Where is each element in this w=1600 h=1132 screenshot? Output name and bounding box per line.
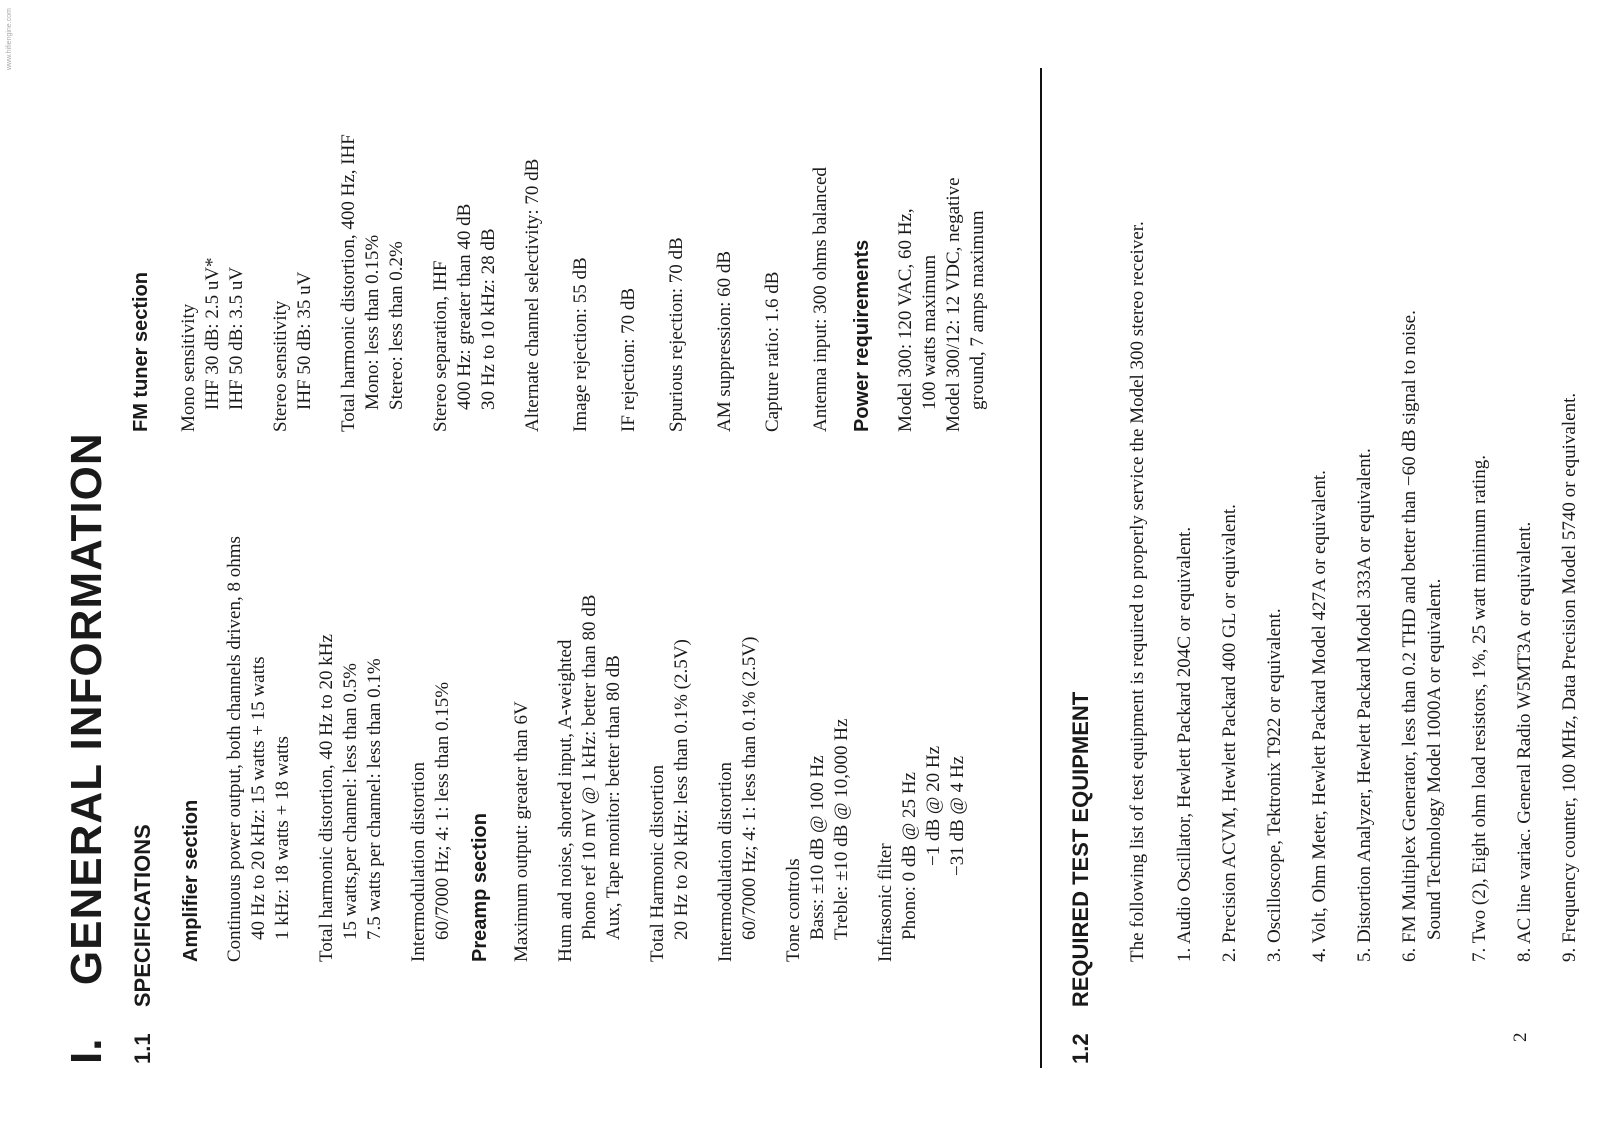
preamp-hum-title: Hum and noise, shorted input, A-weighted xyxy=(555,639,576,962)
power-line-model300: Model 300: 120 VAC, 60 Hz, xyxy=(895,208,916,432)
preamp-thd-value: 20 Hz to 20 kHz: less than 0.1% (2.5V) xyxy=(671,639,692,940)
amp-power-range: 40 Hz to 20 kHz: 15 watts + 15 watts xyxy=(248,656,269,940)
fm-alt-selectivity: Alternate channel selectivity: 70 dB xyxy=(522,158,543,432)
preamp-heading: Preamp section xyxy=(469,813,491,962)
chapter-title: GENERAL INFORMATION xyxy=(62,432,111,986)
fm-sep-title: Stereo separation, IHF xyxy=(430,260,451,432)
preamp-imd-value: 60/7000 Hz; 4: 1: less than 0.1% (2.5V) xyxy=(739,636,760,940)
section-1-2-number: 1.2 xyxy=(1068,1033,1093,1064)
preamp-infrasonic-20hz: −1 dB @ 20 Hz xyxy=(923,745,944,866)
fm-stereo-50db: IHF 50 dB: 35 uV xyxy=(294,271,315,410)
fm-mono-30db: IHF 30 dB: 2.5 uV* xyxy=(202,257,223,410)
amp-imd-value: 60/7000 Hz; 4: 1: less than 0.15% xyxy=(432,681,453,940)
section-1-1-heading xyxy=(130,824,156,1064)
power-heading: Power requirements xyxy=(851,239,873,432)
equipment-item-9: 9. Frequency counter, 100 MHz, Data Precision Model 5740 or equivalent. xyxy=(1559,392,1580,962)
preamp-imd-title: Intermodulation distortion xyxy=(715,761,736,962)
section-1-2-heading xyxy=(1068,692,1094,1064)
chapter-heading xyxy=(62,432,112,1064)
fm-thd-stereo: Stereo: less than 0.2% xyxy=(386,241,407,410)
fm-thd-title: Total harmonic distortion, 400 Hz, IHF xyxy=(338,134,359,432)
amp-thd-title: Total harmonic distortion, 40 Hz to 20 kHz xyxy=(316,634,337,962)
fm-spurious-rejection: Spurious rejection: 70 dB xyxy=(666,237,687,432)
fm-stereo-title: Stereo sensitivity xyxy=(270,300,291,432)
section-1-2-title: REQUIRED TEST EQUIPMENT xyxy=(1068,691,1093,1008)
amp-power-title: Continuous power output, both channels driven, 8 ohms xyxy=(224,536,245,962)
amp-imd-title: Intermodulation distortion xyxy=(408,761,429,962)
fm-sep-400hz: 400 Hz: greater than 40 dB xyxy=(454,203,475,410)
equipment-item-8: 8. AC line variac. General Radio W5MT3A or equivalent. xyxy=(1514,521,1535,962)
power-line-100w: 100 watts maximum xyxy=(919,254,940,410)
fm-heading: FM tuner section xyxy=(130,271,152,432)
section-1-1-number: 1.1 xyxy=(130,1033,155,1064)
preamp-infrasonic-4hz: −31 dB @ 4 Hz xyxy=(947,755,968,876)
section-1-1-title: SPECIFICATIONS xyxy=(130,824,155,1008)
equipment-item-1: 1. Audio Oscillator, Hewlett Packard 204C or equivalent. xyxy=(1174,526,1195,962)
preamp-tone-bass: Bass: ±10 dB @ 100 Hz xyxy=(807,755,828,940)
preamp-infrasonic-title: Infrasonic filter xyxy=(875,843,896,962)
equipment-item-6-cont: Sound Technology Model 1000A or equivalent. xyxy=(1424,578,1445,940)
power-line-model300-12: Model 300/12: 12 VDC, negative xyxy=(943,177,964,432)
test-equipment-list xyxy=(1172,310,1582,962)
preamp-infrasonic-phono: Phono: 0 dB @ 25 Hz xyxy=(899,772,920,940)
fm-antenna-input: Antenna input: 300 ohms balanced xyxy=(810,167,831,432)
watermark: www.hifiengine.com xyxy=(6,8,13,70)
section-divider xyxy=(1040,68,1042,1068)
equipment-item-5: 5. Distortion Analyzer, Hewlett Packard Model 333A or equivalent. xyxy=(1354,448,1375,962)
fm-mono-50db: IHF 50 dB: 3.5 uV xyxy=(226,266,247,410)
amplifier-column xyxy=(180,536,970,962)
preamp-thd-title: Total Harmonic distortion xyxy=(647,764,668,962)
fm-thd-mono: Mono: less than 0.15% xyxy=(362,234,383,410)
fm-image-rejection: Image rejection: 55 dB xyxy=(570,257,591,432)
fm-mono-title: Mono sensitivity xyxy=(178,303,199,432)
preamp-tone-treble: Treble: ±10 dB @ 10,000 Hz xyxy=(831,718,852,940)
preamp-hum-aux: Aux, Tape monitor: better than 80 dB xyxy=(603,655,624,940)
amp-power-1khz: 1 kHz: 18 watts + 18 watts xyxy=(272,736,293,940)
fm-am-suppression: AM suppression: 60 dB xyxy=(714,250,735,432)
amp-thd-15w: 15 watts,per channel: less than 0.5% xyxy=(340,662,361,940)
fm-sep-range: 30 Hz to 10 kHz: 28 dB xyxy=(478,228,499,410)
equipment-item-2: 2. Precision ACVM, Hewlett Packard 400 GL or equivalent. xyxy=(1219,504,1240,962)
preamp-max-output: Maximum output: greater than 6V xyxy=(511,701,532,962)
chapter-number: I. xyxy=(62,1037,111,1064)
fm-capture-ratio: Capture ratio: 1.6 dB xyxy=(762,271,783,432)
equipment-item-3: 3. Oscilloscope, Tektronix T922 or equivalent. xyxy=(1264,608,1285,962)
test-equipment-intro: The following list of test equipment is required to properly service the Model 300 stereo receiver. xyxy=(1127,221,1148,962)
equipment-item-7: 7. Two (2), Eight ohm load resistors, 1%, 25 watt minimum rating. xyxy=(1469,454,1490,962)
fm-column xyxy=(130,134,990,432)
amplifier-heading: Amplifier section xyxy=(180,799,202,962)
amp-thd-7w: 7.5 watts per channel: less than 0.1% xyxy=(364,658,385,940)
equipment-item-6: 6. FM Multiplex Generator, less than 0.2 THD and better than −60 dB signal to noise. xyxy=(1399,310,1420,962)
page-number: 2 xyxy=(1510,1032,1531,1042)
preamp-hum-phono: Phono ref 10 mV @ 1 kHz: better than 80 dB xyxy=(579,594,600,940)
fm-if-rejection: IF rejection: 70 dB xyxy=(618,287,639,432)
power-line-ground: ground, 7 amps maximum xyxy=(967,210,988,410)
equipment-item-4: 4. Volt, Ohm Meter, Hewlett Packard Model 427A or equivalent. xyxy=(1309,470,1330,962)
preamp-tone-title: Tone controls xyxy=(783,858,804,962)
